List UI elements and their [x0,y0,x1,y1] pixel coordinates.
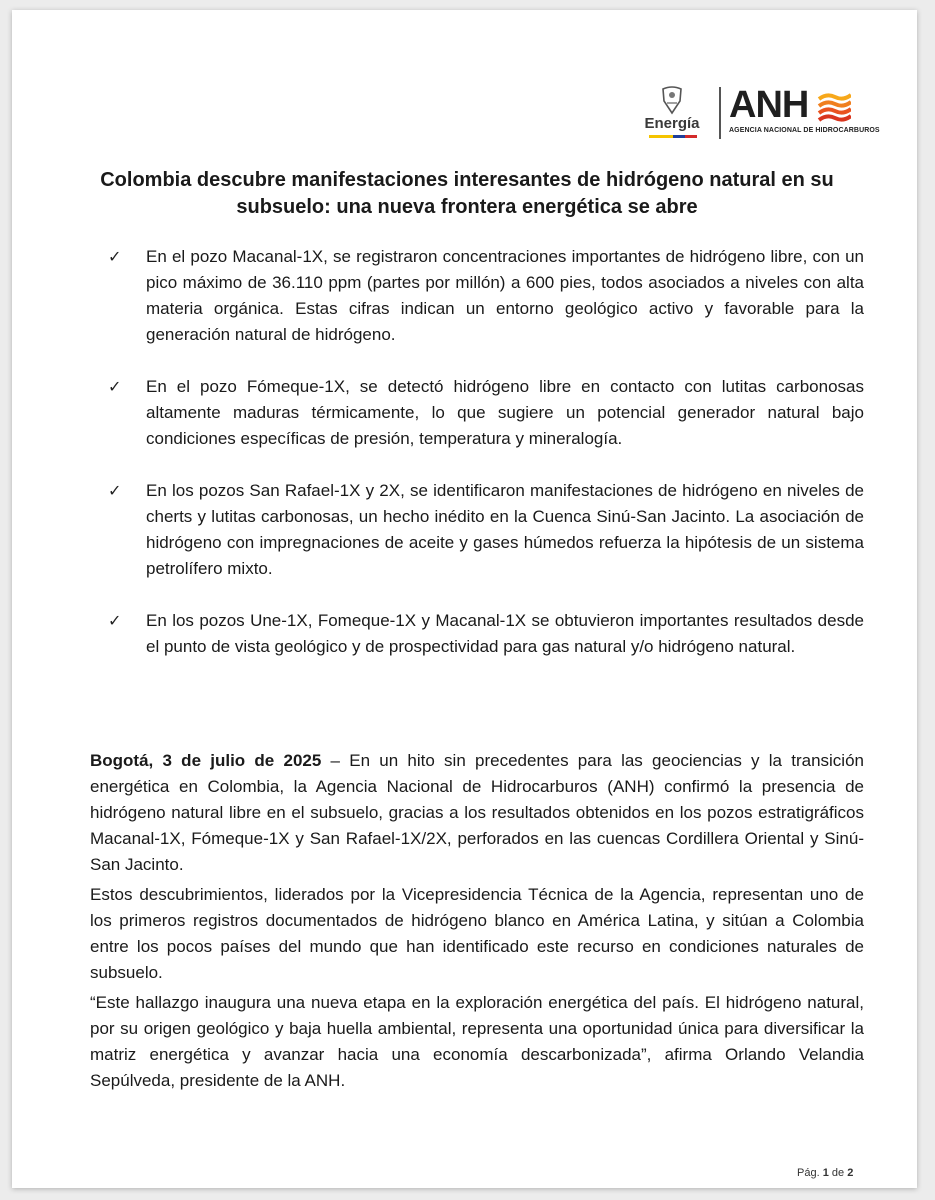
list-item [102,478,864,582]
coat-of-arms-icon [659,85,685,115]
list-item [102,374,864,452]
page-separator: de [831,1167,845,1179]
quote-paragraph: “Este hallazgo inaugura una nueva etapa en la exploración energética del país. El hidrógeno natural, por su origen geológico y baja huella ambiental, representa una oportunidad única para diversificar la matriz energética y avanzar hacia una economía descarbonizada”, afirma Orlando Velandia Sepúlveda, presidente de la ANH. [90,993,864,1090]
bullet-text: En los pozos Une-1X, Fomeque-1X y Macanal-1X se obtuvieron importantes resultados desde el punto de vista geológico y de prospectividad para gas natural y/o hidrógeno natural. [146,611,864,656]
list-item [102,608,864,660]
list-item [102,244,864,348]
current-page: 1 [822,1167,829,1179]
energia-wordmark: Energía [644,115,700,132]
dateline: Bogotá, 3 de julio de 2025 [90,751,322,770]
body-paragraph: Estos descubrimientos, liderados por la Vicepresidencia Técnica de la Agencia, representan uno de los primeros registros documentados de hidrógeno blanco en América Latina, y sitúan a Colombia entre los pocos países del mundo que han identificado este recurso en condiciones naturales de subsuelo. [90,885,864,982]
document-title: Colombia descubre manifestaciones interesantes de hidrógeno natural en su subsuelo: una nueva frontera energética se abre [100,169,834,218]
checkmark-icon: ✓ [108,379,122,396]
page-number [797,1167,853,1179]
colombia-flag-bar [649,135,697,138]
checkmark-icon: ✓ [108,483,122,500]
anh-stripes-icon [817,91,851,123]
agency-full-name: AGENCIA NACIONAL DE HIDROCARBUROS [729,127,880,134]
bullet-text: En los pozos San Rafael-1X y 2X, se identificaron manifestaciones de hidrógeno en niveles de cherts y lutitas carbonosas, un hecho inédito en la Cuenca Sinú-San Jacinto. La asociación de hidrógeno con impregnaciones de aceite y gases húmedos refuerza la hipótesis de un sistema petrolífero mixto. [146,481,864,578]
header-logos [637,84,880,145]
bullet-text: En el pozo Fómeque-1X, se detectó hidrógeno libre en contacto con lutitas carbonosas altamente maduras térmicamente, lo que sugiere un potencial generador natural bajo condiciones específicas de presión, temperatura y mineralogía. [146,377,864,448]
findings-list [102,244,864,686]
lead-paragraph-text: – En un hito sin precedentes para las geociencias y la transición energética en Colombia, la Agencia Nacional de Hidrocarburos (ANH) confirmó la presencia de hidrógeno natural libre en el subsuelo, gracias a los resultados obtenidos en los pozos estratigráficos Macanal-1X, Fómeque-1X y San Rafael-1X/2X, perforados en las cuencas Cordillera Oriental y Sinú-San Jacinto. [90,751,864,874]
total-pages: 2 [847,1167,854,1179]
anh-wordmark: ANH [729,84,809,126]
checkmark-icon: ✓ [108,249,122,266]
checkmark-icon: ✓ [108,613,122,630]
lead-paragraph [90,748,864,878]
logo-divider [719,87,721,139]
bullet-text: En el pozo Macanal-1X, se registraron concentraciones importantes de hidrógeno libre, con un pico máximo de 36.110 ppm (partes por millón) a 600 pies, todos asociados a niveles con alta materia orgánica. Estas cifras indican un entorno geológico activo y favorable para la generación natural de hidrógeno. [146,247,864,344]
document-page [12,10,917,1188]
page-prefix: Pág. [797,1167,820,1179]
